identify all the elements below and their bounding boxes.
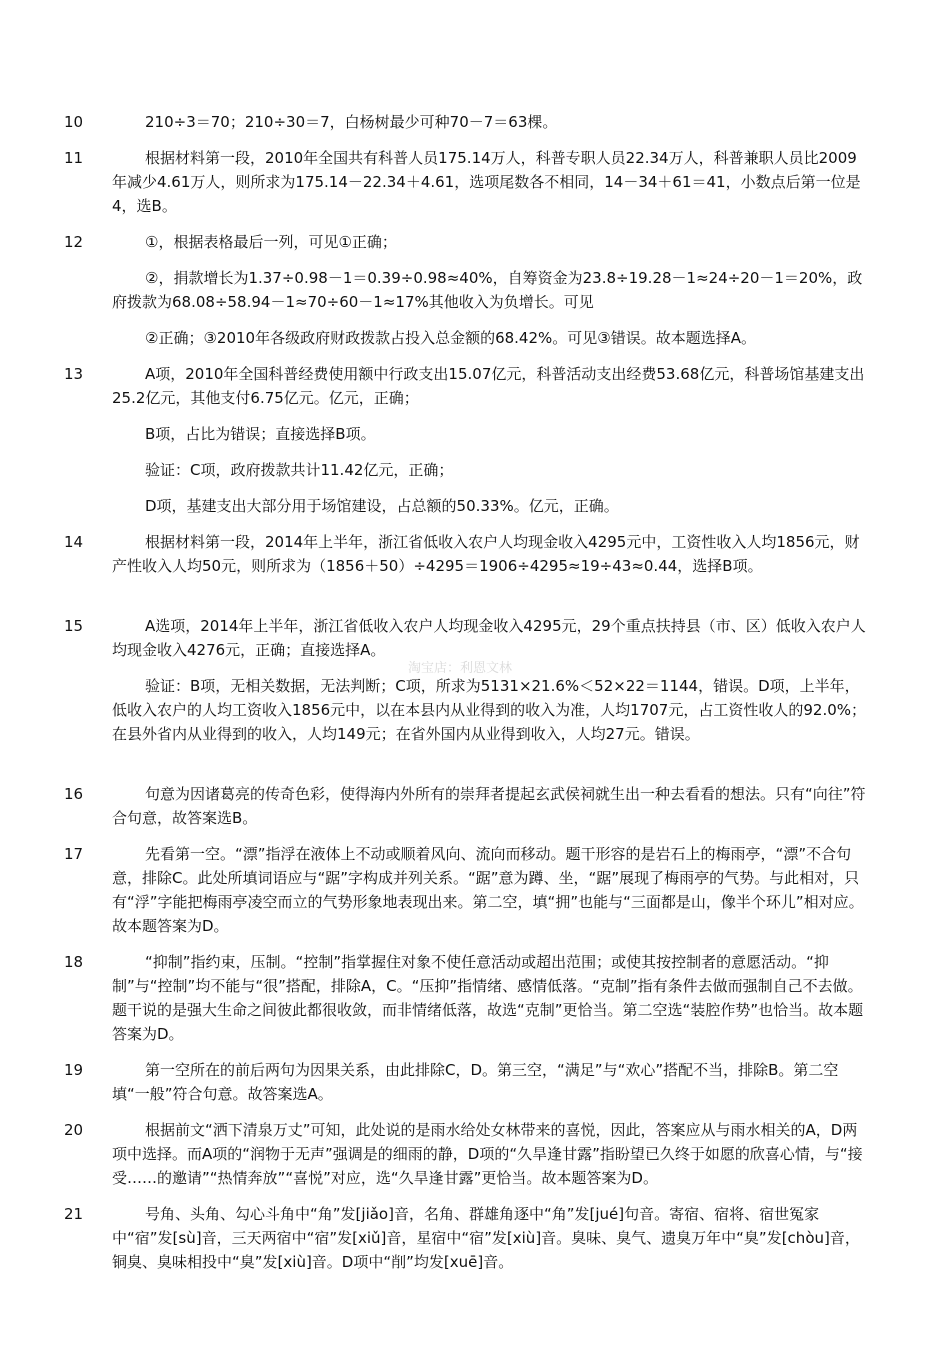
answer-paragraph: 第一空所在的前后两句为因果关系，由此排除C，D。第三空，“满足”与“欢心”搭配不当，排除B。第二空填“一般”符合句意。故答案选A。: [112, 1061, 839, 1103]
watermark: 淘宝店：利恩文林: [408, 661, 513, 676]
answer-paragraph: 验证：B项，无相关数据，无法判断；C项，所求为5131×21.6%＜52×22＝1144，错误。D项，上半年，低收入农户的人均工资收入1856元中，以在本县内从业得到的收入为准，人均1707元，占工资性收人的92.0%；在县外省内从业得到的收入，人均149元；在省外国内从业得到收入，人均27元。错误。: [112, 677, 867, 743]
question-number: 15: [64, 617, 84, 635]
answer-paragraph: ②，捐款增长为1.37÷0.98－1＝0.39÷0.98≈40%，自筹资金为23.8÷19.28－1≈24÷20－1＝20%，政府拨款为68.08÷58.94－1≈70÷60－1≈17%其他收入为负增长。可见: [112, 269, 863, 311]
answer-paragraph: 根据前文“洒下清泉万丈”可知，此处说的是雨水给处女林带来的喜悦，因此，答案应从与雨水相关的A，D两项中选择。而A项的“润物于无声”强调是的细雨的静，D项的“久旱逢甘露”指盼望已久终于如愿的欣喜心情，与“接受……的邀请”“热情奔放”“喜悦”对应，选“久旱逢甘露”更恰当。故本题答案为D。: [112, 1121, 863, 1187]
answer-paragraph: A选项，2014年上半年，浙江省低收入农户人均现金收入4295元，29个重点扶持县（市、区）低收入农户人均现金收入4276元，正确；直接选择A。: [112, 617, 866, 659]
answer-paragraph: A项，2010年全国科普经费使用额中行政支出15.07亿元，科普活动支出经费53.68亿元，科普场馆基建支出25.2亿元，其他支付6.75亿元。亿元，正确；: [112, 365, 865, 407]
question-number: 12: [64, 233, 84, 251]
question-number: 21: [64, 1205, 84, 1223]
answer-paragraph: 根据材料第一段，2010年全国共有科普人员175.14万人，科普专职人员22.34万人，科普兼职人员比2009年减少4.61万人，则所求为175.14－22.34＋4.61，选项尾数各不相同，14－34＋61＝41，小数点后第一位是4，选B。: [112, 149, 861, 215]
question-number: 16: [64, 785, 84, 803]
answer-paragraph: “抑制”指约束，压制。“控制”指掌握住对象不使任意活动或超出范围；或使其按控制者的意愿活动。“抑制”与“控制”均不能与“很”搭配，排除A，C。“压抑”指情绪、感情低落。“克制”指有条件去做而强制自己不去做。题干说的是强大生命之间彼此都很收敛，而非情绪低落，故选“克制”更恰当。第二空选“装腔作势”也恰当。故本题答案为D。: [112, 953, 864, 1043]
question-number: 11: [64, 149, 84, 167]
answer-paragraph: 句意为因诸葛亮的传奇色彩，使得海内外所有的崇拜者提起玄武侯祠就生出一种去看看的想法。只有“向往”符合句意，故答案选B。: [112, 785, 866, 827]
answer-paragraph: 验证：C项，政府拨款共计11.42亿元，正确；: [145, 461, 454, 479]
answer-paragraph: D项，基建支出大部分用于场馆建设，占总额的50.33%。亿元，正确。: [145, 497, 619, 515]
answer-paragraph: B项，占比为错误；直接选择B项。: [145, 425, 376, 443]
answer-paragraph: 先看第一空。“漂”指浮在液体上不动或顺着风向、流向而移动。题干形容的是岩石上的梅雨亭，“漂”不合句意，排除C。此处所填词语应与“踞”字构成并列关系。“踞”意为蹲、坐，“踞”展现了梅雨亭的气势。与此相对，只有“浮”字能把梅雨亭凌空而立的气势形象地表现出来。第二空，填“拥”也能与“三面都是山，像半个环儿”相对应。故本题答案为D。: [112, 845, 864, 935]
answer-paragraph: 根据材料第一段，2014年上半年，浙江省低收入农户人均现金收入4295元中，工资性收入人均1856元，财产性收入人均50元，则所求为（1856＋50）÷4295＝1906÷4295≈19÷43≈0.44，选择B项。: [112, 533, 860, 575]
question-number: 18: [64, 953, 84, 971]
question-number: 13: [64, 365, 84, 383]
answer-paragraph: ①，根据表格最后一列，可见①正确；: [145, 233, 397, 251]
answer-paragraph: ②正确；③2010年各级政府财政拨款占投入总金额的68.42%。可见③错误。故本题选择A。: [145, 329, 756, 347]
question-number: 19: [64, 1061, 84, 1079]
question-number: 17: [64, 845, 84, 863]
question-number: 20: [64, 1121, 84, 1139]
question-number: 10: [64, 113, 84, 131]
answer-paragraph: 号角、头角、勾心斗角中“角”发[jiǎo]音，名角、群雄角逐中“角”发[jué]句音。寄宿、宿将、宿世冤家中“宿”发[sù]音，三天两宿中“宿”发[xiǔ]音，星宿中“宿”发[xiù]音。臭味、臭气、遗臭万年中“臭”发[chòu]音，铜臭、臭味相投中“臭”发[xiù]音。D项中“削”均发[xuē]音。: [112, 1205, 860, 1271]
answer-paragraph: 210÷3＝70；210÷30＝7，白杨树最少可种70－7＝63棵。: [145, 113, 558, 131]
question-number: 14: [64, 533, 84, 551]
